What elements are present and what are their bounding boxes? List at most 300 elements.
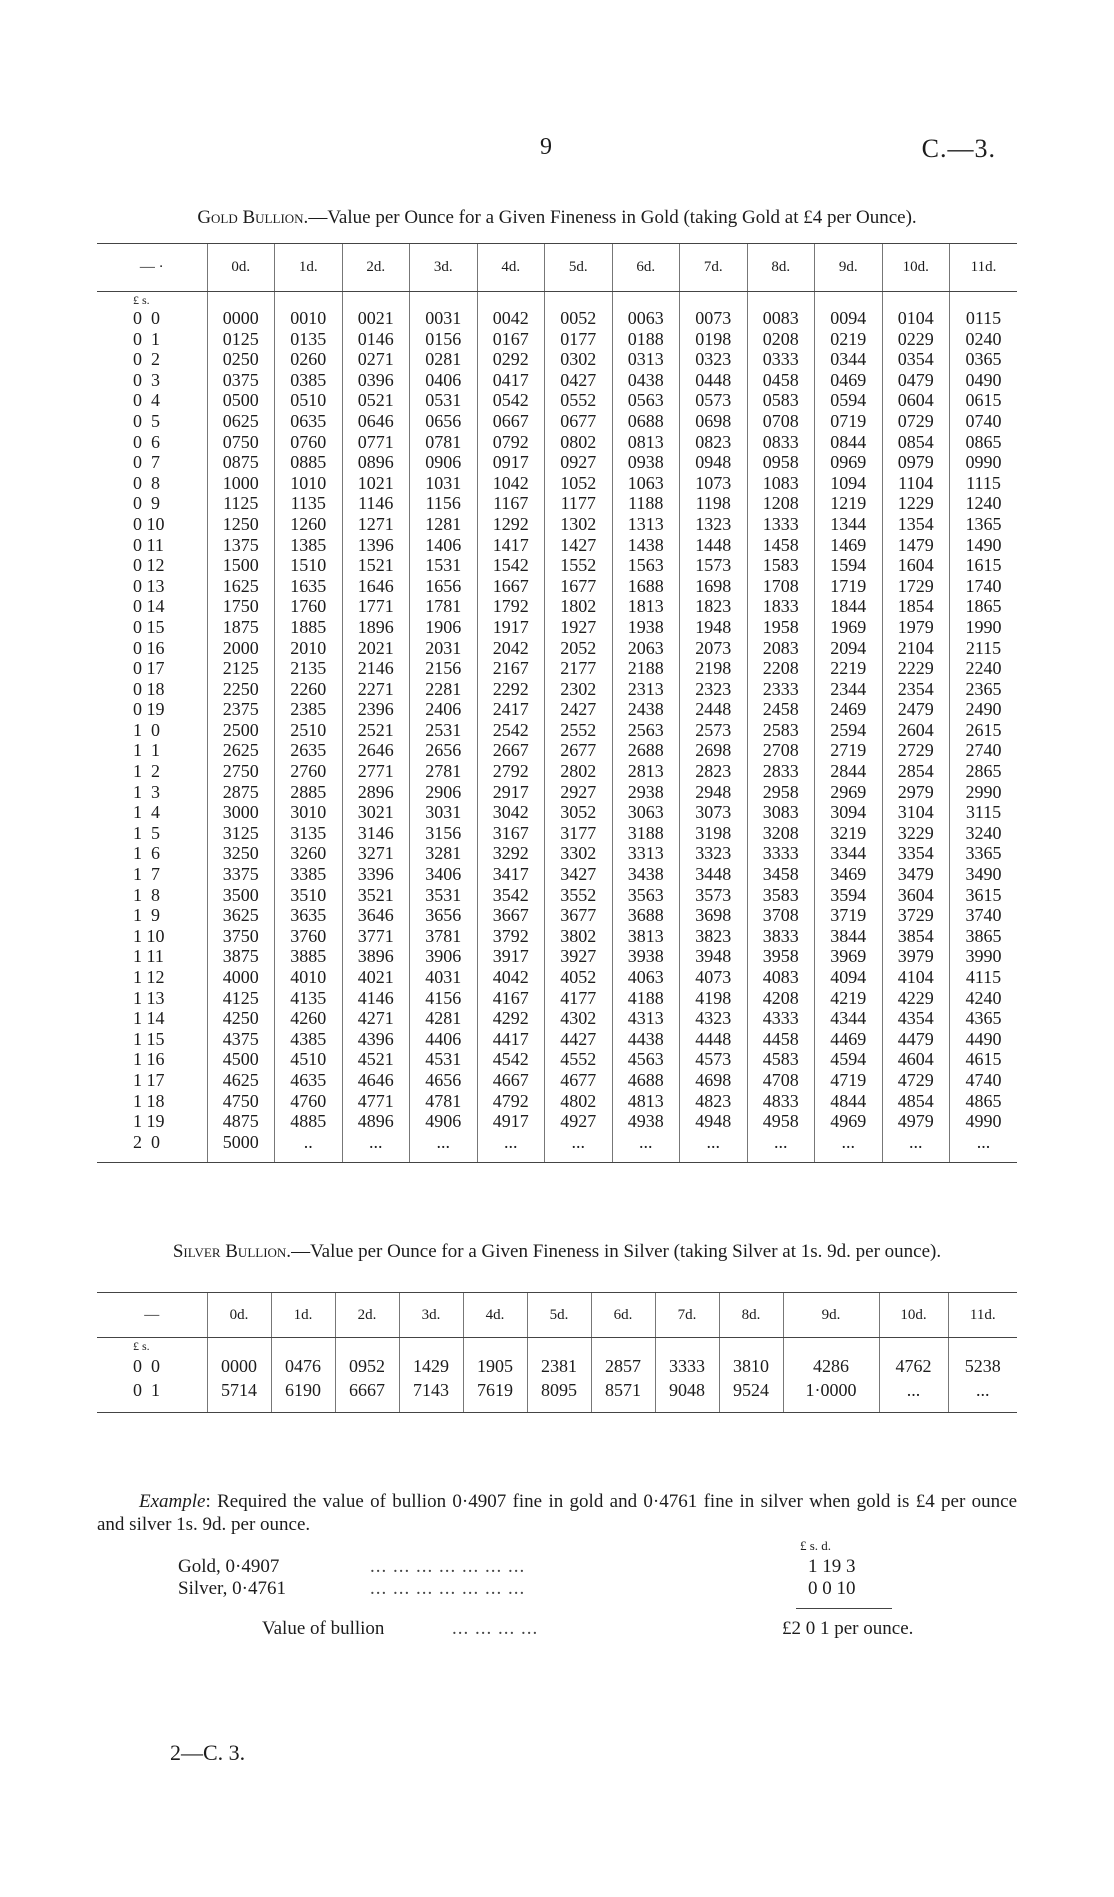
example-text: : Required the value of bullion 0·4907 fine in gold and 0·4761 fine in silver when gold is £4 per ounce and silver 1s. 9d. per ounce. xyxy=(97,1491,1017,1535)
gold-value-cell: 1031 xyxy=(410,473,478,494)
gold-value-cell: 3125 xyxy=(207,823,275,844)
gold-value-cell: 0615 xyxy=(950,390,1018,411)
gold-value-cell: 2635 xyxy=(275,740,343,761)
gold-value-cell: 0771 xyxy=(342,432,410,453)
gold-value-cell: 1802 xyxy=(545,596,613,617)
gold-value-cell: 4552 xyxy=(545,1049,613,1070)
gold-value-cell: 4771 xyxy=(342,1091,410,1112)
gold-row-label: 1 19 xyxy=(133,1111,165,1132)
gold-value-cell: 4917 xyxy=(477,1111,545,1132)
gold-value-cell: 3333 xyxy=(747,843,815,864)
gold-table-row xyxy=(97,761,1017,782)
gold-table-row xyxy=(97,452,1017,473)
gold-value-cell: 1854 xyxy=(882,596,950,617)
silver-column-header: 1d. xyxy=(271,1293,335,1338)
gold-value-cell: 4083 xyxy=(747,967,815,988)
gold-value-cell: 2198 xyxy=(680,658,748,679)
gold-value-cell: 3563 xyxy=(612,885,680,906)
gold-table-row xyxy=(97,1049,1017,1070)
gold-value-cell: 3646 xyxy=(342,905,410,926)
gold-value-cell: 2438 xyxy=(612,699,680,720)
gold-value-cell: 2490 xyxy=(950,699,1018,720)
example-units: £ s. d. xyxy=(800,1538,832,1553)
gold-value-cell: 3250 xyxy=(207,843,275,864)
gold-value-cell: 0479 xyxy=(882,370,950,391)
gold-value-cell: 0750 xyxy=(207,432,275,453)
gold-unit-spacer xyxy=(410,292,478,309)
gold-value-cell: 4458 xyxy=(747,1029,815,1050)
document-reference: C.—3. xyxy=(921,134,996,163)
gold-value-cell: 2250 xyxy=(207,679,275,700)
silver-value-cell: 1·0000 xyxy=(783,1378,879,1413)
gold-value-cell: 1427 xyxy=(545,535,613,556)
silver-value-cell: 7619 xyxy=(463,1378,527,1413)
gold-value-cell: 3844 xyxy=(815,926,883,947)
gold-value-cell: 2781 xyxy=(410,761,478,782)
gold-row-label: 0 3 xyxy=(133,369,160,390)
gold-value-cell: 4677 xyxy=(545,1070,613,1091)
gold-value-cell: 0333 xyxy=(747,349,815,370)
gold-row-label: 1 2 xyxy=(133,761,160,782)
gold-value-cell: 2979 xyxy=(882,782,950,803)
gold-value-cell: 0688 xyxy=(612,411,680,432)
silver-column-header: 8d. xyxy=(719,1293,783,1338)
silver-row-label: 0 0 xyxy=(133,1356,160,1376)
gold-value-cell: 0500 xyxy=(207,390,275,411)
gold-value-cell: 4240 xyxy=(950,988,1018,1009)
example-label: Example xyxy=(139,1491,206,1512)
gold-value-cell: 2333 xyxy=(747,679,815,700)
gold-value-cell: 4844 xyxy=(815,1091,883,1112)
gold-table-row xyxy=(97,905,1017,926)
gold-value-cell: 0073 xyxy=(680,308,748,329)
gold-value-cell: 3385 xyxy=(275,864,343,885)
gold-row-label: 0 1 xyxy=(133,328,160,349)
gold-value-cell: 3042 xyxy=(477,802,545,823)
gold-value-cell: 1021 xyxy=(342,473,410,494)
gold-value-cell: 1323 xyxy=(680,514,748,535)
gold-value-cell: 4375 xyxy=(207,1029,275,1050)
gold-table-row xyxy=(97,658,1017,679)
silver-value-cell: 9048 xyxy=(655,1378,719,1413)
gold-value-cell: ... xyxy=(815,1132,883,1163)
gold-value-cell: 1521 xyxy=(342,555,410,576)
gold-value-cell: 1792 xyxy=(477,596,545,617)
gold-unit-spacer xyxy=(815,292,883,309)
gold-value-cell: 1479 xyxy=(882,535,950,556)
gold-value-cell: 3375 xyxy=(207,864,275,885)
gold-value-cell: 4646 xyxy=(342,1070,410,1091)
gold-value-cell: 0125 xyxy=(207,329,275,350)
gold-value-cell: ... xyxy=(477,1132,545,1163)
gold-table-row xyxy=(97,370,1017,391)
gold-table-row xyxy=(97,555,1017,576)
gold-value-cell: 1375 xyxy=(207,535,275,556)
gold-value-cell: 4833 xyxy=(747,1091,815,1112)
gold-value-cell: 1063 xyxy=(612,473,680,494)
gold-value-cell: 3865 xyxy=(950,926,1018,947)
gold-value-cell: 4823 xyxy=(680,1091,748,1112)
gold-value-cell: 3833 xyxy=(747,926,815,947)
gold-value-cell: 2677 xyxy=(545,740,613,761)
gold-value-cell: 3010 xyxy=(275,802,343,823)
gold-column-header: 4d. xyxy=(477,244,545,292)
gold-value-cell: 1938 xyxy=(612,617,680,638)
gold-value-cell: 1094 xyxy=(815,473,883,494)
gold-value-cell: 4385 xyxy=(275,1029,343,1050)
gold-value-cell: 4792 xyxy=(477,1091,545,1112)
gold-value-cell: 3365 xyxy=(950,843,1018,864)
gold-value-cell: 4333 xyxy=(747,1008,815,1029)
gold-table-row xyxy=(97,967,1017,988)
silver-value-cell: 8571 xyxy=(591,1378,655,1413)
gold-value-cell: 4542 xyxy=(477,1049,545,1070)
gold-column-header: 3d. xyxy=(410,244,478,292)
gold-value-cell: 3208 xyxy=(747,823,815,844)
gold-row-label: 0 0 xyxy=(133,308,160,328)
gold-value-cell: 1104 xyxy=(882,473,950,494)
gold-value-cell: 3542 xyxy=(477,885,545,906)
silver-value-cell: ... xyxy=(948,1378,1017,1413)
gold-value-cell: 0583 xyxy=(747,390,815,411)
gold-value-cell: 1135 xyxy=(275,493,343,514)
gold-value-cell: 1896 xyxy=(342,617,410,638)
gold-value-cell: 2750 xyxy=(207,761,275,782)
silver-unit-spacer xyxy=(463,1338,527,1355)
gold-value-cell: 4510 xyxy=(275,1049,343,1070)
gold-value-cell: 0219 xyxy=(815,329,883,350)
gold-column-header: 0d. xyxy=(207,244,275,292)
gold-value-cell: 2969 xyxy=(815,782,883,803)
gold-value-cell: 3906 xyxy=(410,946,478,967)
gold-value-cell: 0813 xyxy=(612,432,680,453)
gold-title-text: —Value per Ounce for a Given Fineness in Gold (taking Gold at £4 per Ounce). xyxy=(308,207,917,228)
gold-table-row xyxy=(97,493,1017,514)
gold-value-cell: 2167 xyxy=(477,658,545,679)
gold-value-cell: 3417 xyxy=(477,864,545,885)
gold-value-cell: 2021 xyxy=(342,638,410,659)
gold-value-cell: 0823 xyxy=(680,432,748,453)
silver-unit-label: £ s. xyxy=(133,1339,150,1353)
gold-value-cell: 0104 xyxy=(882,308,950,329)
gold-value-cell: 2000 xyxy=(207,638,275,659)
gold-unit-spacer xyxy=(612,292,680,309)
gold-value-cell: 3979 xyxy=(882,946,950,967)
gold-value-cell: 0323 xyxy=(680,349,748,370)
gold-value-cell: 0469 xyxy=(815,370,883,391)
silver-table-header xyxy=(97,1293,1017,1338)
gold-value-cell: 4292 xyxy=(477,1008,545,1029)
gold-value-cell: 1365 xyxy=(950,514,1018,535)
gold-row-label: 0 13 xyxy=(133,575,165,596)
gold-value-cell: 2240 xyxy=(950,658,1018,679)
gold-value-cell: 4594 xyxy=(815,1049,883,1070)
gold-value-cell: 4313 xyxy=(612,1008,680,1029)
gold-value-cell: 2906 xyxy=(410,782,478,803)
gold-value-cell: 2875 xyxy=(207,782,275,803)
gold-value-cell: 2125 xyxy=(207,658,275,679)
gold-table-row xyxy=(97,720,1017,741)
gold-value-cell: 3167 xyxy=(477,823,545,844)
gold-value-cell: 3458 xyxy=(747,864,815,885)
gold-table-row xyxy=(97,596,1017,617)
gold-column-header: 11d. xyxy=(950,244,1018,292)
gold-value-cell: 3708 xyxy=(747,905,815,926)
gold-value-cell: 3063 xyxy=(612,802,680,823)
gold-value-cell: 2302 xyxy=(545,679,613,700)
gold-value-cell: 1302 xyxy=(545,514,613,535)
gold-value-cell: 3802 xyxy=(545,926,613,947)
gold-value-cell: 4469 xyxy=(815,1029,883,1050)
gold-value-cell: 2688 xyxy=(612,740,680,761)
gold-value-cell: 1469 xyxy=(815,535,883,556)
silver-table-title xyxy=(97,1240,1017,1264)
gold-row-label: 1 16 xyxy=(133,1049,165,1070)
gold-value-cell: 3000 xyxy=(207,802,275,823)
gold-table-row xyxy=(97,432,1017,453)
gold-value-cell: 0760 xyxy=(275,432,343,453)
gold-value-cell: 2052 xyxy=(545,638,613,659)
gold-value-cell: 2927 xyxy=(545,782,613,803)
gold-value-cell: 3177 xyxy=(545,823,613,844)
gold-value-cell: 1844 xyxy=(815,596,883,617)
gold-value-cell: 2833 xyxy=(747,761,815,782)
gold-table-row xyxy=(97,308,1017,329)
gold-value-cell: 1156 xyxy=(410,493,478,514)
gold-value-cell: 1688 xyxy=(612,576,680,597)
gold-value-cell: 0229 xyxy=(882,329,950,350)
gold-value-cell: 3479 xyxy=(882,864,950,885)
gold-value-cell: 1729 xyxy=(882,576,950,597)
gold-value-cell: 3323 xyxy=(680,843,748,864)
gold-value-cell: 4063 xyxy=(612,967,680,988)
gold-value-cell: 2104 xyxy=(882,638,950,659)
gold-value-cell: 1417 xyxy=(477,535,545,556)
gold-value-cell: 0198 xyxy=(680,329,748,350)
silver-value-cell: 1905 xyxy=(463,1354,527,1378)
gold-value-cell: 1458 xyxy=(747,535,815,556)
silver-value-cell: 5714 xyxy=(207,1378,271,1413)
gold-value-cell: 0458 xyxy=(747,370,815,391)
gold-unit-spacer xyxy=(680,292,748,309)
silver-value-cell: 6667 xyxy=(335,1378,399,1413)
example-intro xyxy=(97,1490,1017,1536)
gold-value-cell: 3781 xyxy=(410,926,478,947)
gold-value-cell: 3510 xyxy=(275,885,343,906)
gold-value-cell: 3135 xyxy=(275,823,343,844)
silver-value-cell: 4762 xyxy=(879,1354,948,1378)
gold-row-label: 1 6 xyxy=(133,843,160,864)
gold-value-cell: 0948 xyxy=(680,452,748,473)
silver-value-cell: 6190 xyxy=(271,1378,335,1413)
gold-value-cell: 2719 xyxy=(815,740,883,761)
gold-value-cell: 2521 xyxy=(342,720,410,741)
gold-value-cell: 2844 xyxy=(815,761,883,782)
gold-value-cell: 2542 xyxy=(477,720,545,741)
gold-value-cell: 1010 xyxy=(275,473,343,494)
gold-unit-spacer xyxy=(950,292,1018,309)
gold-value-cell: 3625 xyxy=(207,905,275,926)
gold-value-cell: 1969 xyxy=(815,617,883,638)
gold-value-cell: 3271 xyxy=(342,843,410,864)
gold-value-cell: 4948 xyxy=(680,1111,748,1132)
gold-value-cell: 3719 xyxy=(815,905,883,926)
example-silver-label: Silver, 0·4761 xyxy=(178,1578,286,1599)
gold-value-cell: 3146 xyxy=(342,823,410,844)
gold-value-cell: 1823 xyxy=(680,596,748,617)
gold-value-cell: 1229 xyxy=(882,493,950,514)
gold-value-cell: 2865 xyxy=(950,761,1018,782)
gold-value-cell: 2531 xyxy=(410,720,478,741)
gold-value-cell: 0635 xyxy=(275,411,343,432)
gold-unit-spacer xyxy=(275,292,343,309)
gold-value-cell: 1667 xyxy=(477,576,545,597)
gold-value-cell: 4271 xyxy=(342,1008,410,1029)
gold-value-cell: 3885 xyxy=(275,946,343,967)
gold-value-cell: 3313 xyxy=(612,843,680,864)
gold-value-cell: 3406 xyxy=(410,864,478,885)
gold-value-cell: 3094 xyxy=(815,802,883,823)
gold-value-cell: 1917 xyxy=(477,617,545,638)
gold-value-cell: 0604 xyxy=(882,390,950,411)
gold-column-header: 5d. xyxy=(545,244,613,292)
gold-value-cell: 0052 xyxy=(545,308,613,329)
gold-value-cell: 0010 xyxy=(275,308,343,329)
gold-column-header: 10d. xyxy=(882,244,950,292)
gold-value-cell: 2552 xyxy=(545,720,613,741)
gold-value-cell: 2583 xyxy=(747,720,815,741)
gold-value-cell: 2406 xyxy=(410,699,478,720)
gold-value-cell: 1625 xyxy=(207,576,275,597)
silver-row-label: 0 1 xyxy=(97,1378,207,1413)
gold-value-cell: 0344 xyxy=(815,349,883,370)
gold-value-cell: 1385 xyxy=(275,535,343,556)
gold-value-cell: 0115 xyxy=(950,308,1018,329)
gold-value-cell: 4052 xyxy=(545,967,613,988)
silver-value-cell: 3810 xyxy=(719,1354,783,1378)
gold-value-cell: 3292 xyxy=(477,843,545,864)
gold-table-row xyxy=(97,411,1017,432)
gold-value-cell: 2188 xyxy=(612,658,680,679)
gold-value-cell: 2135 xyxy=(275,658,343,679)
gold-value-cell: 4344 xyxy=(815,1008,883,1029)
silver-table-body xyxy=(97,1338,1017,1413)
gold-value-cell: 2896 xyxy=(342,782,410,803)
gold-value-cell: 4479 xyxy=(882,1029,950,1050)
gold-value-cell: 0875 xyxy=(207,452,275,473)
gold-value-cell: 0510 xyxy=(275,390,343,411)
gold-value-cell: 1333 xyxy=(747,514,815,535)
gold-value-cell: 1906 xyxy=(410,617,478,638)
gold-value-cell: 1594 xyxy=(815,555,883,576)
gold-value-cell: 1635 xyxy=(275,576,343,597)
gold-value-cell: 0844 xyxy=(815,432,883,453)
example-gold-label: Gold, 0·4907 xyxy=(178,1556,280,1577)
gold-value-cell: 3229 xyxy=(882,823,950,844)
silver-value-cell: ... xyxy=(879,1378,948,1413)
silver-value-cell: 9524 xyxy=(719,1378,783,1413)
gold-value-cell: 2771 xyxy=(342,761,410,782)
gold-value-cell: 1354 xyxy=(882,514,950,535)
gold-value-cell: 1708 xyxy=(747,576,815,597)
gold-value-cell: 2469 xyxy=(815,699,883,720)
gold-row-label: 1 4 xyxy=(133,802,160,823)
silver-value-cell: 1429 xyxy=(399,1354,463,1378)
gold-row-label: 1 10 xyxy=(133,925,165,946)
gold-value-cell: 1188 xyxy=(612,493,680,514)
gold-value-cell: 4177 xyxy=(545,988,613,1009)
gold-value-cell: 2115 xyxy=(950,638,1018,659)
gold-table-row xyxy=(97,1091,1017,1112)
gold-value-cell: 2271 xyxy=(342,679,410,700)
gold-value-cell: 1583 xyxy=(747,555,815,576)
gold-table-row xyxy=(97,1132,1017,1163)
gold-value-cell: 1656 xyxy=(410,576,478,597)
gold-row-label: 0 15 xyxy=(133,616,165,637)
gold-value-cell: 2885 xyxy=(275,782,343,803)
gold-value-cell: 4031 xyxy=(410,967,478,988)
gold-value-cell: 1260 xyxy=(275,514,343,535)
gold-table-row xyxy=(97,843,1017,864)
silver-column-header: 2d. xyxy=(335,1293,399,1338)
gold-value-cell: 0094 xyxy=(815,308,883,329)
gold-value-cell: 0063 xyxy=(612,308,680,329)
gold-value-cell: 4906 xyxy=(410,1111,478,1132)
gold-table-row xyxy=(97,617,1017,638)
gold-value-cell: 4958 xyxy=(747,1111,815,1132)
gold-value-cell: 3552 xyxy=(545,885,613,906)
gold-value-cell: 1198 xyxy=(680,493,748,514)
gold-value-cell: 0083 xyxy=(747,308,815,329)
gold-value-cell: ... xyxy=(612,1132,680,1163)
gold-value-cell: 2813 xyxy=(612,761,680,782)
gold-row-label: 1 1 xyxy=(133,740,160,761)
gold-value-cell: 4135 xyxy=(275,988,343,1009)
gold-value-cell: 0208 xyxy=(747,329,815,350)
gold-value-cell: 3156 xyxy=(410,823,478,844)
gold-value-cell: 3573 xyxy=(680,885,748,906)
gold-value-cell: 4094 xyxy=(815,967,883,988)
gold-value-cell: 3021 xyxy=(342,802,410,823)
gold-value-cell: 1490 xyxy=(950,535,1018,556)
gold-unit-row xyxy=(97,292,1017,309)
gold-value-cell: 2260 xyxy=(275,679,343,700)
gold-value-cell: 1813 xyxy=(612,596,680,617)
gold-value-cell: 3667 xyxy=(477,905,545,926)
gold-value-cell: 4927 xyxy=(545,1111,613,1132)
gold-value-cell: 1240 xyxy=(950,493,1018,514)
gold-value-cell: 0302 xyxy=(545,349,613,370)
gold-value-cell: 1885 xyxy=(275,617,343,638)
gold-value-cell: 0271 xyxy=(342,349,410,370)
gold-column-header: 9d. xyxy=(815,244,883,292)
gold-value-cell: 0719 xyxy=(815,411,883,432)
gold-value-cell: 0885 xyxy=(275,452,343,473)
gold-value-cell: 2479 xyxy=(882,699,950,720)
gold-value-cell: 3990 xyxy=(950,946,1018,967)
silver-bullion-table xyxy=(97,1292,1017,1413)
gold-value-cell: 4250 xyxy=(207,1008,275,1029)
gold-value-cell: 2740 xyxy=(950,740,1018,761)
gold-value-cell: 0552 xyxy=(545,390,613,411)
gold-unit-spacer xyxy=(545,292,613,309)
gold-value-cell: 4156 xyxy=(410,988,478,1009)
gold-value-cell: 2323 xyxy=(680,679,748,700)
gold-value-cell: 2667 xyxy=(477,740,545,761)
gold-value-cell: 2594 xyxy=(815,720,883,741)
gold-row-label: 1 17 xyxy=(133,1069,165,1090)
gold-value-cell: 2177 xyxy=(545,658,613,679)
